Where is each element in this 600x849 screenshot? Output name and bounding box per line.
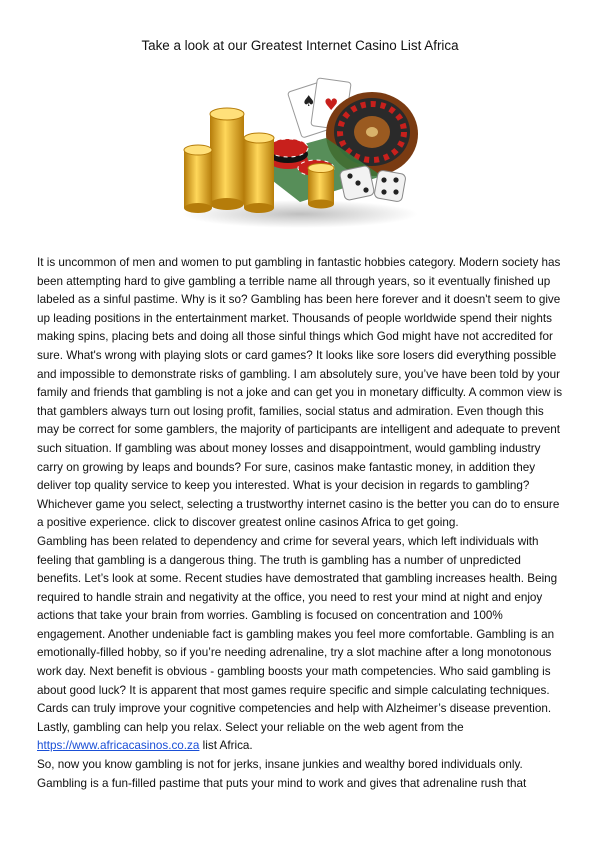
paragraph-intro: It is uncommon of men and women to put gambling in fantastic hobbies category. Modern society has been attempting hard to give gambling a terrible name all through years, so it eventually finished up labeled as a sinful pastime. Why is it so? Gambling has been here forever and it doesn't seem to give up leading positions in the entertainment market. Thousands of people worldwide spend their nights making spins, placing bets and doing all those sinful things which God might have not accredited for sure. What's wrong with playing slots or card games? It looks like sore losers did everything possible and impossible to demonstrate risks of gambling. I am absolutely sure, you’ve have been told by your family and friends that gambling is not a joke and can get you in monetary difficulty. A common view is that gamblers always turn out losing profit, families, social status and admiration. Even though this may be correct for some gamblers, the majority of participants are intelligent and adequate to prevent such situation. If gambling was about money losses and disappointment, would gambling industry carry on growing by leaps and bounds? For sure, casinos make fantastic money, in addition they deliver top quality service to keep you interested. What is your decision in regards to gambling? Whichever game you select, selecting a trustworthy internet casino is the better you can do to ensure a positive experience. click to discover greatest online casinos Africa to get going. <box>37 256 563 530</box>
svg-text:♥: ♥ <box>324 95 339 114</box>
paragraph-benefits <box>37 533 565 756</box>
paragraph-conclusion: So, now you know gambling is not for jerks, insane junkies and wealthy bored individuals only. Gambling is a fun-filled pastime that puts your mind to work and gives that adrenaline rush that <box>37 758 527 790</box>
svg-text:♠: ♠ <box>302 92 316 110</box>
paragraph-benefits-text: Gambling has been related to dependency and crime for several years, which left individuals with feeling that gambling is a dangerous thing. The truth is gambling has a number of unpredicted benefits. Let’s look at some. Recent studies have demostrated that gambling increases health. Being required to handle strain and negativity at the office, you need to rest your mind at night and enjoy actions that take your brain from worries. Gambling is focused on concentration and 100% engagement. Another undeniable fact is gambling makes you feel more comfortable. Gambling is an emotionally-filled hobby, so if you’re needing adrenaline, try a slot machine after a long monotonous work day. Next benefit is obvious - gambling boosts your math competencies. Who said gambling is about good luck? It is apparent that most games require specific and simple calculating techniques. Cards can truly improve your cognitive competencies and help with Alzheimer’s disease prevention. Lastly, gambling can help you relax. Select your reliable on the web agent from the <box>37 534 558 734</box>
paragraph-benefits-tail: list Africa. <box>199 739 253 753</box>
africacasinos-link[interactable]: https://www.africacasinos.co.za <box>37 739 200 753</box>
page-title: Take a look at our Greatest Internet Casino List Africa <box>141 38 459 53</box>
casino-illustration <box>176 72 424 232</box>
article-body <box>37 254 565 793</box>
